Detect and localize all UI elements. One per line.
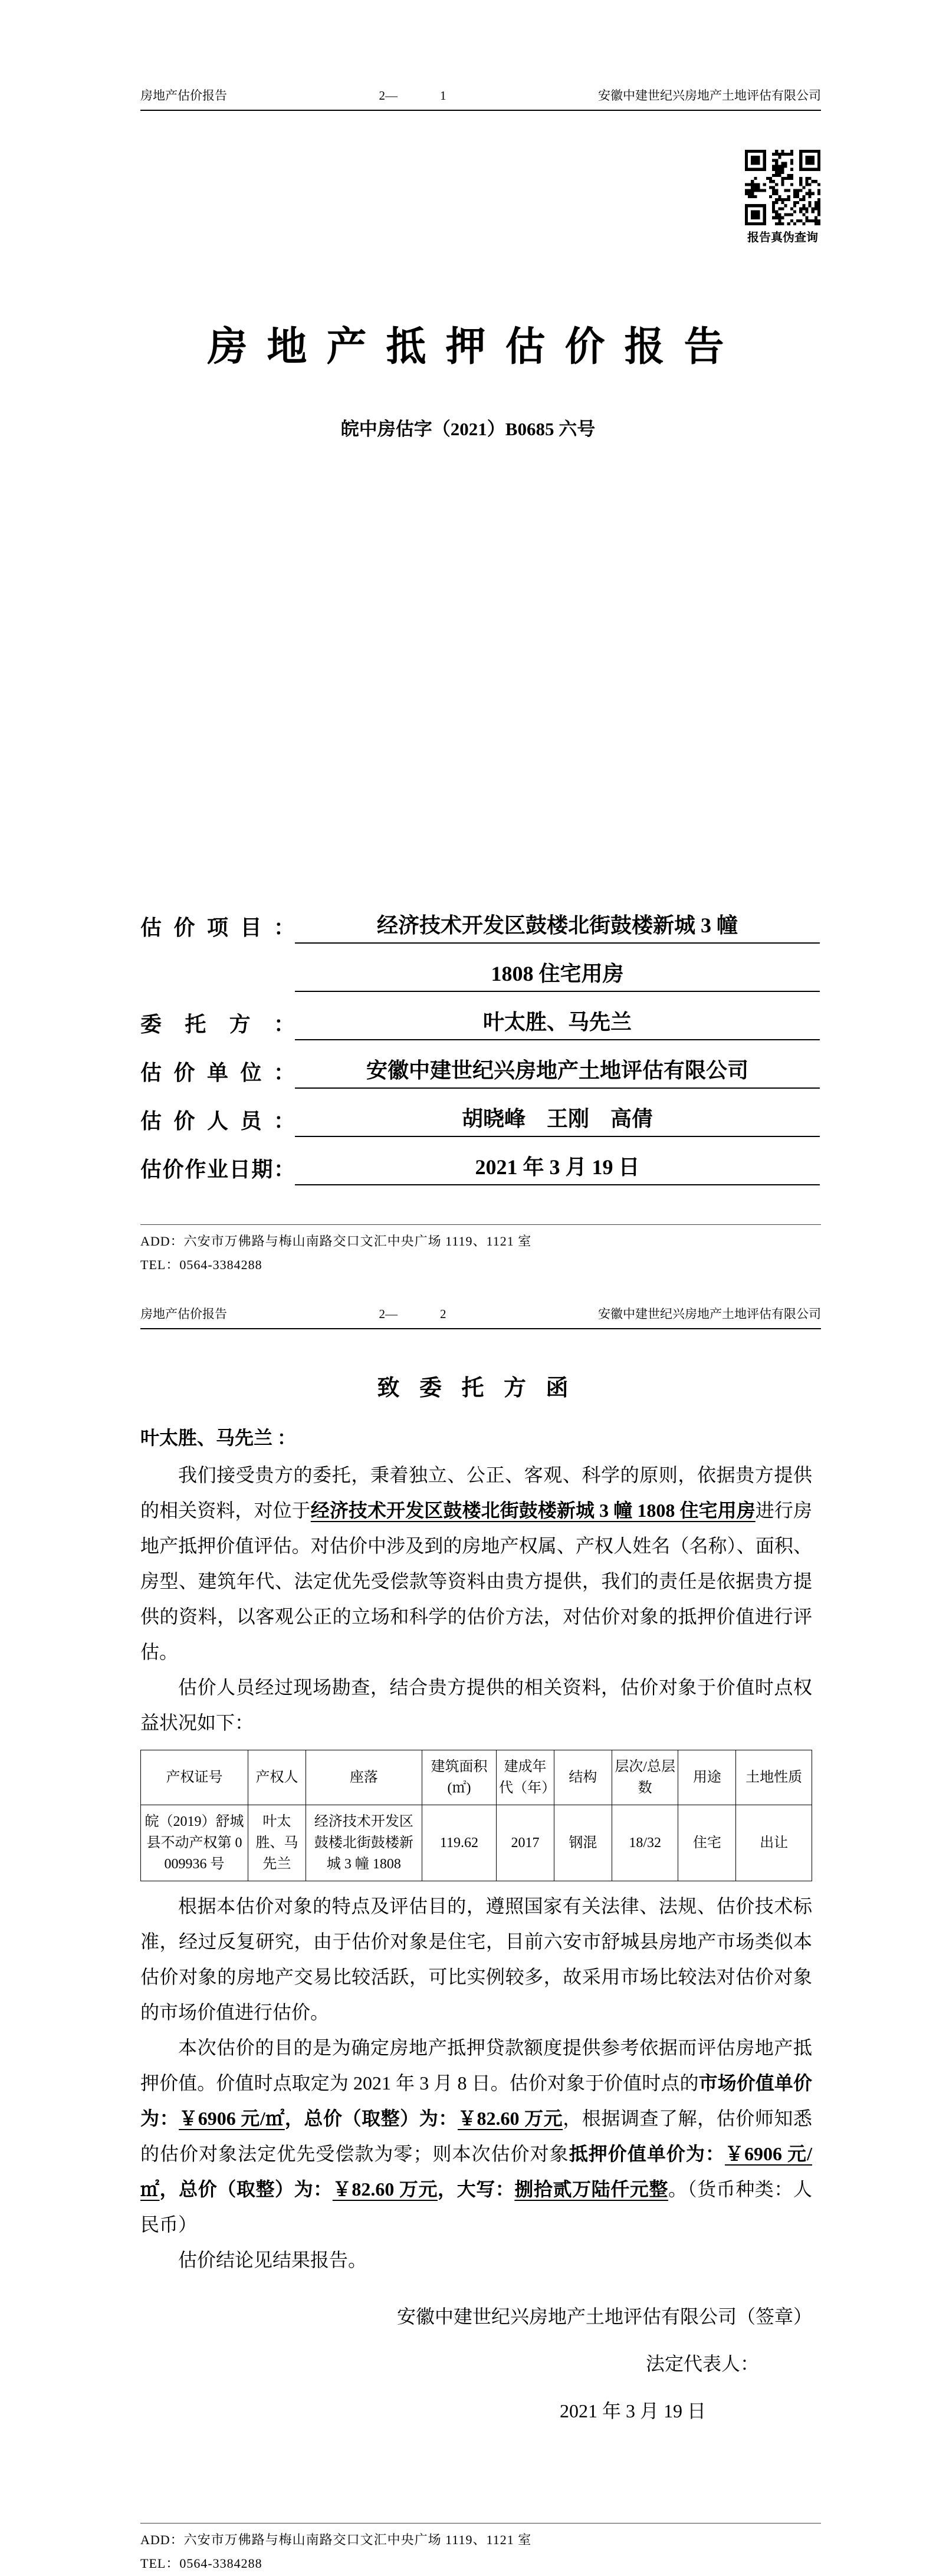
page-footer bbox=[140, 2523, 821, 2575]
col-header-location: 座落 bbox=[306, 1750, 422, 1805]
header-doc-title: 房地产估价报告 bbox=[140, 88, 227, 103]
cell-floor: 18/32 bbox=[612, 1805, 678, 1881]
mortgage-unit-price-label: 抵押价值单价为： bbox=[569, 2143, 725, 2164]
mortgage-unit-price-value: ￥6906 元/㎡ bbox=[140, 2143, 812, 2200]
field-staff-value: 胡晓峰 王刚 高倩 bbox=[295, 1102, 820, 1137]
mortgage-total-price-label: ，总价（取整）为： bbox=[159, 2179, 333, 2200]
paragraph-conclusion: 估价结论见结果报告。 bbox=[178, 2249, 367, 2271]
market-unit-price-label: 市场价值单价为： bbox=[140, 2072, 812, 2129]
col-header-owner: 产权人 bbox=[248, 1750, 306, 1805]
col-header-area: 建筑面积(㎡) bbox=[422, 1750, 496, 1805]
cell-structure: 钢混 bbox=[554, 1805, 612, 1881]
paragraph-survey: 估价人员经过现场勘查，结合贵方提供的相关资料，估价对象于价值时点权益状况如下： bbox=[140, 1677, 812, 1733]
footer-address: ADD：六安市万佛路与梅山南路交口文汇中央广场 1119、1121 室 bbox=[140, 1234, 532, 1248]
page-header bbox=[140, 1305, 821, 1329]
valuation-text-2: ，根据调查了解，估价师知悉的估价对象法定优先受偿款为零；则本次估价对象 bbox=[140, 2108, 812, 2164]
footer-address: ADD：六安市万佛路与梅山南路交口文汇中央广场 1119、1121 室 bbox=[140, 2532, 532, 2547]
cell-use: 住宅 bbox=[678, 1805, 736, 1881]
signature-legal-representative: 法定代表人： bbox=[645, 2353, 759, 2374]
field-project-value: 经济技术开发区鼓楼北街鼓楼新城 3 幢 bbox=[295, 909, 820, 944]
intro-property-name: 经济技术开发区鼓楼北街鼓楼新城 3 幢 1808 住宅用房 bbox=[310, 1500, 756, 1521]
field-date-label: 估价作业日期： bbox=[140, 1158, 295, 1181]
header-doc-title: 房地产估价报告 bbox=[140, 1307, 227, 1321]
footer-phone: TEL：0564-3384288 bbox=[140, 2556, 262, 2571]
cell-land: 出让 bbox=[736, 1805, 812, 1881]
cell-owner: 叶太胜、马先兰 bbox=[248, 1805, 306, 1881]
amount-in-words-label: ，大写： bbox=[438, 2179, 515, 2200]
field-client-value: 叶太胜、马先兰 bbox=[295, 1006, 820, 1040]
qr-caption: 报告真伪查询 bbox=[747, 231, 818, 244]
report-page-2 bbox=[0, 1281, 936, 2576]
page-header bbox=[140, 86, 821, 111]
field-agency-row bbox=[140, 1040, 820, 1089]
report-page-1 bbox=[0, 0, 936, 1281]
letter-content bbox=[140, 1369, 812, 2434]
header-company-name: 安徽中建世纪兴房地产土地评估有限公司 bbox=[598, 1307, 821, 1321]
page-number-prefix: 2— bbox=[379, 88, 398, 103]
field-client-row bbox=[140, 992, 820, 1040]
field-agency-value: 安徽中建世纪兴房地产土地评估有限公司 bbox=[295, 1054, 820, 1089]
cell-year: 2017 bbox=[497, 1805, 554, 1881]
header-page-number bbox=[227, 1307, 598, 1322]
footer-phone: TEL：0564-3384288 bbox=[140, 1257, 262, 1272]
cell-area: 119.62 bbox=[422, 1805, 496, 1881]
letter-salutation: 叶太胜、马先兰 ： bbox=[140, 1427, 297, 1448]
table-row bbox=[141, 1805, 812, 1881]
valuation-text-1: 本次估价的目的是为确定房地产抵押贷款额度提供参考依据而评估房地产抵押价值。价值时点取定为 2021 年 3 月 8 日。估价对象于价值时点的 bbox=[140, 2037, 812, 2094]
col-header-floor: 层次/总层数 bbox=[612, 1750, 678, 1805]
amount-in-words-value: 捌拾贰万陆仟元整 bbox=[514, 2179, 668, 2200]
currency-note: 。（货币种类：人民币） bbox=[140, 2179, 812, 2235]
qr-code bbox=[745, 150, 820, 225]
field-project-row-continued bbox=[140, 944, 820, 992]
cell-location: 经济技术开发区鼓楼北街鼓楼新城 3 幢 1808 bbox=[306, 1805, 422, 1881]
page-number-value: 2 bbox=[440, 1307, 446, 1321]
field-staff-row bbox=[140, 1089, 820, 1137]
col-header-land: 土地性质 bbox=[736, 1750, 812, 1805]
paragraph-intro bbox=[140, 1457, 812, 1670]
cover-fields bbox=[140, 895, 820, 1185]
field-project-label: 估价项目： bbox=[140, 916, 295, 939]
field-project-row bbox=[140, 895, 820, 944]
col-header-certificate: 产权证号 bbox=[141, 1750, 248, 1805]
field-agency-label: 估价单位： bbox=[140, 1061, 295, 1085]
signature-date: 2021 年 3 月 19 日 bbox=[559, 2400, 706, 2421]
market-total-price-label: ，总价（取整）为： bbox=[284, 2108, 458, 2129]
market-unit-price-value: ￥6906 元/㎡ bbox=[179, 2108, 285, 2129]
report-title: 房 地 产 抵 押 估 价 报 告 bbox=[207, 324, 729, 369]
paragraph-valuation bbox=[140, 2030, 812, 2242]
field-date-value: 2021 年 3 月 19 日 bbox=[295, 1151, 820, 1185]
mortgage-total-price-value: ￥82.60 万元 bbox=[332, 2179, 438, 2200]
page-number-value: 1 bbox=[440, 88, 446, 103]
property-table bbox=[140, 1750, 812, 1881]
cell-certificate: 皖（2019）舒城县不动产权第 0009936 号 bbox=[141, 1805, 248, 1881]
signature-company: 安徽中建世纪兴房地产土地评估有限公司（签章） bbox=[396, 2306, 812, 2327]
header-page-number bbox=[227, 88, 598, 103]
page-number-prefix: 2— bbox=[379, 1307, 398, 1321]
market-total-price-value: ￥82.60 万元 bbox=[457, 2108, 563, 2129]
field-project-value-line2: 1808 住宅用房 bbox=[295, 957, 820, 992]
page-footer bbox=[140, 1224, 821, 1277]
header-company-name: 安徽中建世纪兴房地产土地评估有限公司 bbox=[598, 88, 821, 103]
field-date-row bbox=[140, 1137, 820, 1185]
qr-block bbox=[744, 150, 821, 245]
table-header-row bbox=[141, 1750, 812, 1805]
field-client-label: 委托方： bbox=[140, 1013, 295, 1036]
report-number: 皖中房估字（2021）B0685 六号 bbox=[340, 419, 596, 439]
col-header-year: 建成年代（年） bbox=[497, 1750, 554, 1805]
intro-text-2: 进行房地产抵押价值评估。对估价中涉及到的房地产权属、产权人姓名（名称）、面积、房型、建筑年代、法定优先受偿款等资料由贵方提供，我们的责任是依据贵方提供的资料，以客观公正的立场和科学的估价方法，对估价对象的抵押价值进行评估。 bbox=[140, 1500, 812, 1662]
col-header-use: 用途 bbox=[678, 1750, 736, 1805]
letter-title: 致 委 托 方 函 bbox=[377, 1376, 576, 1401]
paragraph-method: 根据本估价对象的特点及评估目的，遵照国家有关法律、法规、估价技术标准，经过反复研究，由于估价对象是住宅，目前六安市舒城县房地产市场类似本估价对象的房地产交易比较活跃，可比实例较多，故采用市场比较法对估价对象的市场价值进行估价。 bbox=[140, 1895, 812, 2023]
field-staff-label: 估价人员： bbox=[140, 1109, 295, 1133]
intro-text-1: 我们接受贵方的委托，秉着独立、公正、客观、科学的原则，依据贵方提供的相关资料，对位于 bbox=[140, 1464, 812, 1521]
col-header-structure: 结构 bbox=[554, 1750, 612, 1805]
